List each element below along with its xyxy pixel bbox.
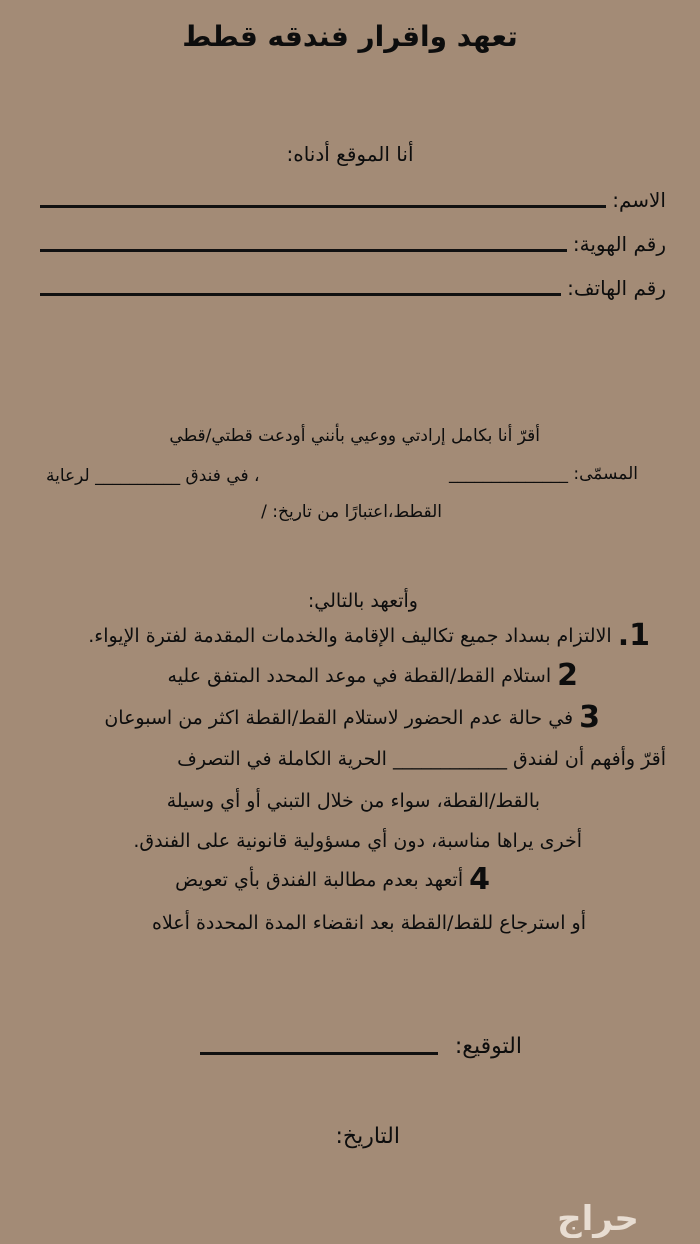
step-1-number: 1. bbox=[617, 618, 650, 653]
step-3-continuation-2: بالقط/القطة، سواء من خلال التبني أو أي وسيلة bbox=[166, 790, 540, 812]
name-field bbox=[40, 178, 666, 212]
date-label: التاريخ: bbox=[335, 1124, 400, 1149]
id-label: رقم الهوية: bbox=[572, 232, 666, 256]
step-3-number: 3 bbox=[579, 700, 600, 735]
step-4-continuation: أو استرجاع للقط/القطة بعد انقضاء المدة المحددة أعلاه bbox=[152, 912, 586, 934]
step-4-number: 4 bbox=[469, 862, 490, 897]
haraj-watermark-logo bbox=[508, 1198, 688, 1238]
acknowledgement-date: القطط،اعتبارًا من تاريخ: / bbox=[261, 502, 442, 522]
id-line bbox=[40, 249, 567, 252]
pledge-heading: وأتعهد بالتالي: bbox=[307, 590, 418, 612]
step-3-continuation-1: أقرّ وأفهم أن لفندق ____________ الحرية الكاملة في التصرف bbox=[177, 748, 666, 770]
step-2-text: استلام القط/القطة في موعد المحدد المتفق عليه bbox=[167, 664, 552, 687]
phone-label: رقم الهاتف: bbox=[567, 276, 666, 300]
name-label: الاسم: bbox=[612, 188, 666, 212]
id-field bbox=[40, 222, 666, 256]
step-4 bbox=[175, 862, 490, 897]
step-4-text: أتعهد بعدم مطالبة الفندق بأي تعويض bbox=[175, 868, 464, 891]
step-2-number: 2 bbox=[557, 658, 578, 693]
signature-line bbox=[200, 1052, 438, 1055]
step-3-text: في حالة عدم الحضور لاستلام القط/القطة اكثر من اسبوعان bbox=[104, 706, 574, 729]
document-title: تعهد واقرار فندقه قطط bbox=[182, 20, 518, 53]
phone-line bbox=[40, 293, 561, 296]
acknowledgement-line-1: أقرّ أنا بكامل إرادتي ووعيي بأنني أودعت قطتي/قطي bbox=[169, 426, 540, 446]
acknowledgement-cat-name: المسمّى: ______________ bbox=[448, 464, 638, 484]
watermark-text: حراج bbox=[557, 1199, 639, 1238]
acknowledgement-hotel: ، في فندق __________ لرعاية bbox=[46, 466, 260, 486]
step-1 bbox=[88, 618, 650, 653]
signature-label: التوقيع: bbox=[454, 1034, 522, 1059]
step-1-text: الالتزام بسداد جميع تكاليف الإقامة والخدمات المقدمة لفترة الإيواء. bbox=[88, 624, 612, 647]
phone-field bbox=[40, 266, 666, 300]
step-3 bbox=[104, 700, 600, 735]
name-line bbox=[40, 205, 606, 208]
step-3-continuation-3: أخرى يراها مناسبة، دون أي مسؤولية قانونية على الفندق. bbox=[133, 830, 582, 852]
step-2 bbox=[168, 658, 578, 693]
intro-text: أنا الموقع أدناه: bbox=[286, 142, 414, 166]
